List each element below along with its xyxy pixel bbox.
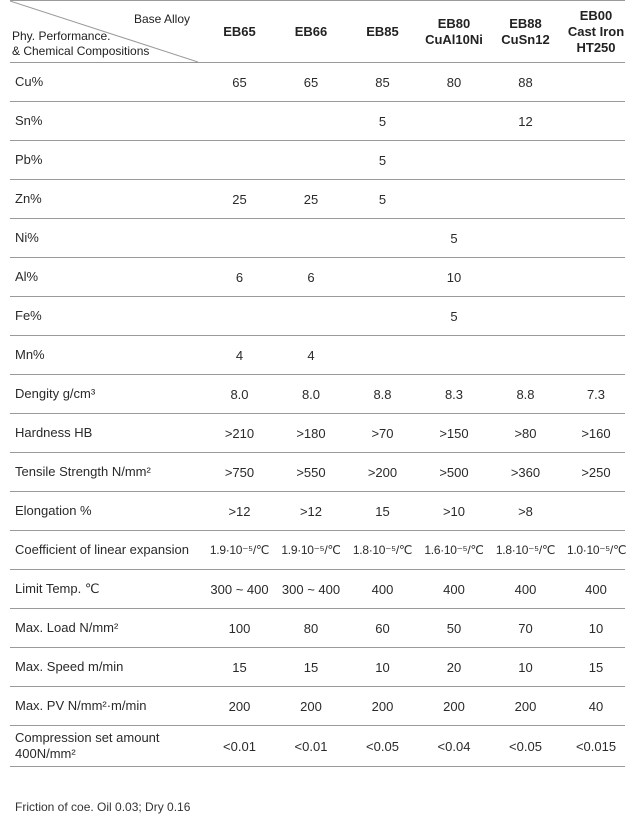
table-cell: 40 — [567, 687, 625, 726]
table-row — [10, 63, 625, 102]
table-cell: 200 — [424, 687, 484, 726]
table-cell — [198, 141, 281, 180]
table-cell: 8.8 — [341, 375, 424, 414]
column-header-line: CuSn12 — [501, 31, 550, 47]
corner-header-cell — [10, 1, 198, 63]
row-label: Fe% — [10, 297, 198, 336]
table-row — [10, 414, 625, 453]
row-label: Sn% — [10, 102, 198, 141]
table-cell: 200 — [341, 687, 424, 726]
table-cell: >200 — [341, 453, 424, 492]
table-cell — [341, 336, 424, 375]
table-cell: 5 — [341, 102, 424, 141]
table-cell — [567, 492, 625, 531]
column-header-line: EB65 — [223, 23, 256, 39]
row-label: Max. Load N/mm² — [10, 609, 198, 648]
row-label: Ni% — [10, 219, 198, 258]
table-cell: <0.05 — [341, 726, 424, 767]
table-cell: 400 — [567, 570, 625, 609]
table-cell: >160 — [567, 414, 625, 453]
table-row — [10, 141, 625, 180]
base-alloy-label: Base Alloy — [133, 12, 190, 26]
column-header-line: HT250 — [576, 39, 616, 55]
table-cell: >80 — [484, 414, 567, 453]
table-cell: 5 — [424, 219, 484, 258]
table-row — [10, 180, 625, 219]
row-label: Compression set amount 400N/mm² — [10, 726, 198, 767]
table-cell — [484, 141, 567, 180]
row-label: Coefficient of linear expansion — [10, 531, 198, 570]
table-cell: 400 — [341, 570, 424, 609]
properties-label-line-1: Phy. Performance. — [12, 29, 111, 43]
table-cell: 4 — [281, 336, 341, 375]
table-cell: 5 — [341, 141, 424, 180]
table-cell: >360 — [484, 453, 567, 492]
table-row — [10, 726, 625, 767]
table-cell — [341, 219, 424, 258]
table-cell: <0.05 — [484, 726, 567, 767]
table-cell — [484, 297, 567, 336]
table-cell: 25 — [198, 180, 281, 219]
row-label: Limit Temp. ℃ — [10, 570, 198, 609]
table-cell: 1.8·10⁻⁵/℃ — [341, 531, 424, 570]
table-cell — [567, 336, 625, 375]
row-label: Hardness HB — [10, 414, 198, 453]
table-cell: 200 — [198, 687, 281, 726]
table-cell: 10 — [424, 258, 484, 297]
column-header-6 — [567, 1, 625, 63]
table-cell: 15 — [198, 648, 281, 687]
table-cell: 5 — [341, 180, 424, 219]
table-cell: 8.0 — [198, 375, 281, 414]
table-cell — [281, 219, 341, 258]
table-cell: <0.04 — [424, 726, 484, 767]
row-label: Cu% — [10, 63, 198, 102]
table-cell — [341, 297, 424, 336]
table-cell — [424, 180, 484, 219]
table-cell: 65 — [198, 63, 281, 102]
table-row — [10, 102, 625, 141]
properties-label — [12, 29, 149, 59]
table-cell: >750 — [198, 453, 281, 492]
column-header-5 — [484, 1, 567, 63]
table-row — [10, 297, 625, 336]
table-cell: >150 — [424, 414, 484, 453]
table-row — [10, 219, 625, 258]
table-cell: 1.8·10⁻⁵/℃ — [484, 531, 567, 570]
table-row — [10, 570, 625, 609]
table-cell: 50 — [424, 609, 484, 648]
column-header-line: EB80 — [437, 15, 471, 31]
column-header-2 — [281, 1, 341, 63]
table-cell — [484, 258, 567, 297]
table-cell: 80 — [281, 609, 341, 648]
table-cell: 88 — [484, 63, 567, 102]
table-cell: 15 — [341, 492, 424, 531]
table-cell: >500 — [424, 453, 484, 492]
column-header-line: EB66 — [294, 23, 328, 39]
table-cell: 10 — [341, 648, 424, 687]
table-row — [10, 336, 625, 375]
column-header-line: CuAl10Ni — [425, 31, 483, 47]
table-body — [10, 63, 625, 767]
table-cell: 10 — [484, 648, 567, 687]
table-cell — [198, 297, 281, 336]
table-cell — [424, 102, 484, 141]
table-cell: >550 — [281, 453, 341, 492]
table-cell: 8.0 — [281, 375, 341, 414]
table-row — [10, 609, 625, 648]
table-cell: >8 — [484, 492, 567, 531]
table-cell: >12 — [281, 492, 341, 531]
table-cell — [484, 336, 567, 375]
column-header-1 — [198, 1, 281, 63]
row-label: Pb% — [10, 141, 198, 180]
column-header-line: EB88 — [509, 15, 542, 31]
row-label: Al% — [10, 258, 198, 297]
table-cell: 25 — [281, 180, 341, 219]
table-cell: 15 — [281, 648, 341, 687]
alloy-properties-table — [10, 0, 625, 767]
column-header-line: EB00 — [579, 7, 613, 23]
table-cell: 6 — [281, 258, 341, 297]
table-cell: >10 — [424, 492, 484, 531]
table-cell: >180 — [281, 414, 341, 453]
table-row — [10, 648, 625, 687]
alloy-properties-table-container — [10, 0, 625, 767]
table-cell — [567, 258, 625, 297]
row-label: Zn% — [10, 180, 198, 219]
table-cell: 8.8 — [484, 375, 567, 414]
properties-label-line-2: & Chemical Compositions — [12, 44, 150, 58]
table-cell: 80 — [424, 63, 484, 102]
table-cell: <0.015 — [567, 726, 625, 767]
table-cell: 85 — [341, 63, 424, 102]
table-cell: 60 — [341, 609, 424, 648]
table-cell — [567, 297, 625, 336]
table-cell: 100 — [198, 609, 281, 648]
table-cell: >210 — [198, 414, 281, 453]
table-cell: >250 — [567, 453, 625, 492]
table-cell: 4 — [198, 336, 281, 375]
table-cell — [484, 180, 567, 219]
table-cell: 1.0·10⁻⁵/℃ — [567, 531, 625, 570]
table-cell: 70 — [484, 609, 567, 648]
table-cell: 8.3 — [424, 375, 484, 414]
table-cell — [281, 102, 341, 141]
table-cell: 300 ~ 400 — [281, 570, 341, 609]
table-row — [10, 453, 625, 492]
friction-footnote: Friction of coe. Oil 0.03; Dry 0.16 — [15, 800, 191, 814]
table-cell: >12 — [198, 492, 281, 531]
table-cell: 400 — [484, 570, 567, 609]
row-label: Max. PV N/mm²·m/min — [10, 687, 198, 726]
table-cell: 200 — [484, 687, 567, 726]
header-row — [10, 1, 625, 63]
table-cell — [281, 297, 341, 336]
table-cell — [341, 258, 424, 297]
table-cell — [484, 219, 567, 258]
table-cell: <0.01 — [198, 726, 281, 767]
row-label: Elongation % — [10, 492, 198, 531]
table-cell — [567, 219, 625, 258]
column-header-line: EB85 — [366, 23, 399, 39]
table-cell — [567, 63, 625, 102]
row-label: Max. Speed m/min — [10, 648, 198, 687]
table-row — [10, 258, 625, 297]
row-label: Dengity g/cm³ — [10, 375, 198, 414]
table-cell: 1.6·10⁻⁵/℃ — [424, 531, 484, 570]
table-cell: 1.9·10⁻⁵/℃ — [281, 531, 341, 570]
table-cell: <0.01 — [281, 726, 341, 767]
table-cell: 6 — [198, 258, 281, 297]
column-header-4 — [424, 1, 484, 63]
table-row — [10, 375, 625, 414]
table-cell — [198, 219, 281, 258]
column-header-3 — [341, 1, 424, 63]
table-cell — [567, 141, 625, 180]
table-cell — [567, 102, 625, 141]
table-cell — [424, 336, 484, 375]
table-cell: 7.3 — [567, 375, 625, 414]
table-cell — [424, 141, 484, 180]
table-row — [10, 687, 625, 726]
table-row — [10, 492, 625, 531]
table-cell: 20 — [424, 648, 484, 687]
table-cell: 12 — [484, 102, 567, 141]
table-cell: 300 ~ 400 — [198, 570, 281, 609]
table-cell: 400 — [424, 570, 484, 609]
table-cell: >70 — [341, 414, 424, 453]
table-cell: 15 — [567, 648, 625, 687]
table-cell: 65 — [281, 63, 341, 102]
row-label: Tensile Strength N/mm² — [10, 453, 198, 492]
table-cell: 200 — [281, 687, 341, 726]
table-cell — [198, 102, 281, 141]
table-cell — [281, 141, 341, 180]
column-header-line: Cast Iron — [567, 23, 625, 39]
table-cell — [567, 180, 625, 219]
table-cell: 10 — [567, 609, 625, 648]
table-row — [10, 531, 625, 570]
row-label: Mn% — [10, 336, 198, 375]
table-cell: 1.9·10⁻⁵/℃ — [198, 531, 281, 570]
table-cell: 5 — [424, 297, 484, 336]
